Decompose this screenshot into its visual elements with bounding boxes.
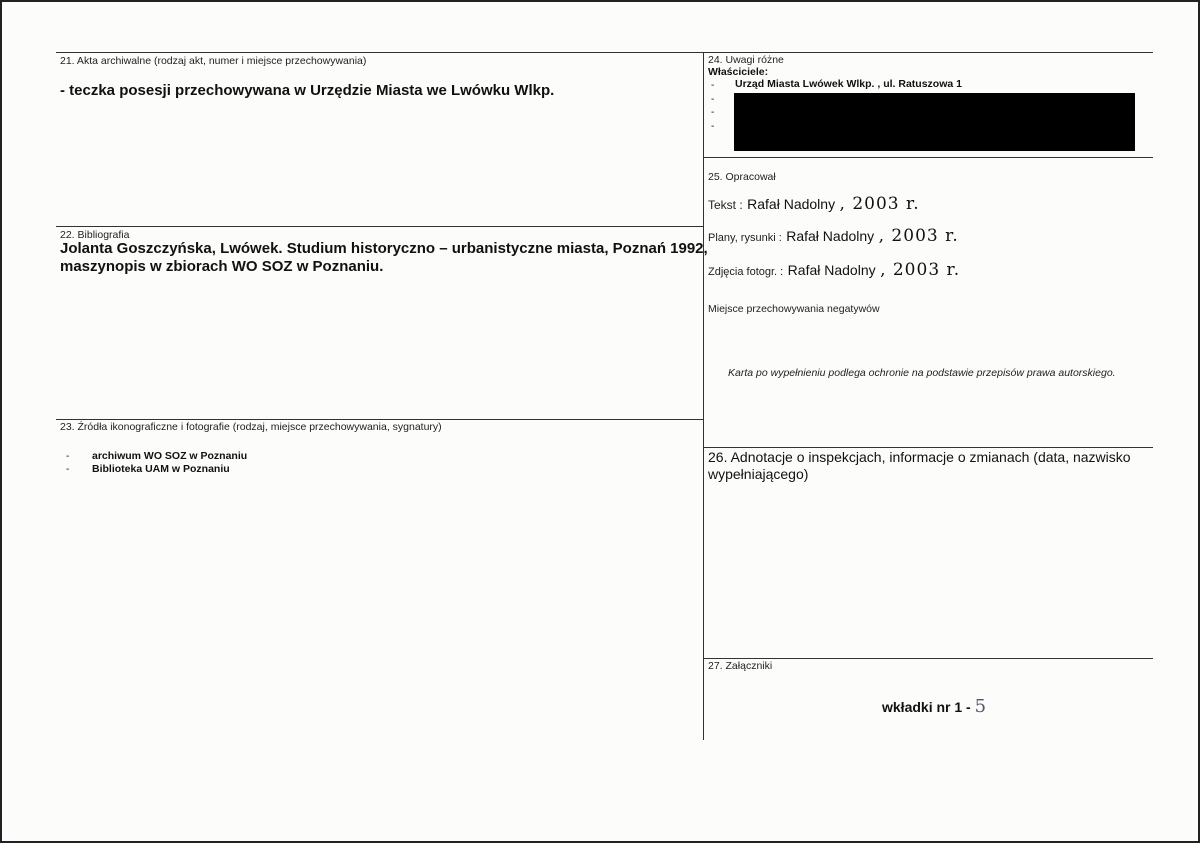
- section-22-label: 22. Bibliografia: [60, 229, 130, 241]
- redaction-block: [734, 93, 1135, 151]
- section-21-label: 21. Akta archiwalne (rodzaj akt, numer i miejsce przechowywania): [60, 55, 367, 67]
- rule-26: [703, 447, 1153, 448]
- list-bullet: -: [711, 107, 715, 118]
- rule-22: [56, 226, 703, 227]
- list-bullet: -: [66, 451, 70, 462]
- section-23-label: 23. Źródła ikonograficzne i fotografie (rodzaj, miejsce przechowywania, sygnatury): [60, 421, 442, 433]
- list-bullet: -: [711, 80, 715, 91]
- rule-23: [56, 419, 703, 420]
- plans-date-handwritten: , 2003 r.: [878, 226, 959, 246]
- list-item-archive: archiwum WO SOZ w Poznaniu: [92, 450, 248, 462]
- photos-author: Rafał Nadolny: [787, 262, 876, 278]
- section-22-line-1: Jolanta Goszczyńska, Lwówek. Studium historyczno – urbanistyczne miasta, Poznań 1992,: [60, 240, 708, 257]
- section-26-label-1: 26. Adnotacje o inspekcjach, informacje o zmianach (data, nazwisko: [708, 449, 1131, 465]
- plans-author: Rafał Nadolny: [786, 228, 875, 244]
- list-bullet: -: [711, 121, 715, 132]
- rule-27: [703, 658, 1153, 659]
- owners-heading: Właściciele:: [708, 66, 769, 78]
- section-25-label: 25. Opracował: [708, 171, 776, 183]
- attachments-count-handwritten: 5: [974, 696, 988, 717]
- rule-25: [703, 157, 1153, 158]
- attachments-value: [882, 696, 987, 717]
- attachments-text: wkładki nr 1 -: [882, 699, 975, 715]
- text-author: Rafał Nadolny: [747, 196, 836, 212]
- plans-label: Plany, rysunki :: [708, 232, 782, 244]
- section-24-label: 24. Uwagi różne: [708, 54, 784, 66]
- top-rule: [56, 52, 1153, 53]
- section-21-value: - teczka posesji przechowywana w Urzędzie Miasta we Lwówku Wlkp.: [60, 82, 555, 99]
- text-label: Tekst :: [708, 198, 743, 212]
- section-27-label: 27. Załączniki: [708, 660, 773, 672]
- list-bullet: -: [711, 94, 715, 105]
- list-bullet: -: [66, 464, 70, 475]
- owner-entry: Urząd Miasta Lwówek Wlkp. , ul. Ratuszowa 1: [735, 78, 962, 90]
- negatives-label: Miejsce przechowywania negatywów: [708, 303, 880, 315]
- section-22-line-2: maszynopis w zbiorach WO SOZ w Poznaniu.: [60, 258, 384, 275]
- column-divider: [703, 52, 704, 740]
- photos-date-handwritten: , 2003 r.: [880, 260, 961, 280]
- section-26-label-2: wypełniającego): [708, 466, 809, 482]
- photos-label: Zdjęcia fotogr. :: [708, 266, 784, 278]
- author-photos-row: [708, 260, 960, 280]
- copyright-note: Karta po wypełnieniu podlega ochronie na podstawie przepisów prawa autorskiego.: [728, 367, 1116, 379]
- text-date-handwritten: , 2003 r.: [839, 194, 920, 214]
- list-item-library: Biblioteka UAM w Poznaniu: [92, 463, 230, 475]
- author-plans-row: [708, 226, 959, 246]
- author-text-row: [708, 194, 920, 214]
